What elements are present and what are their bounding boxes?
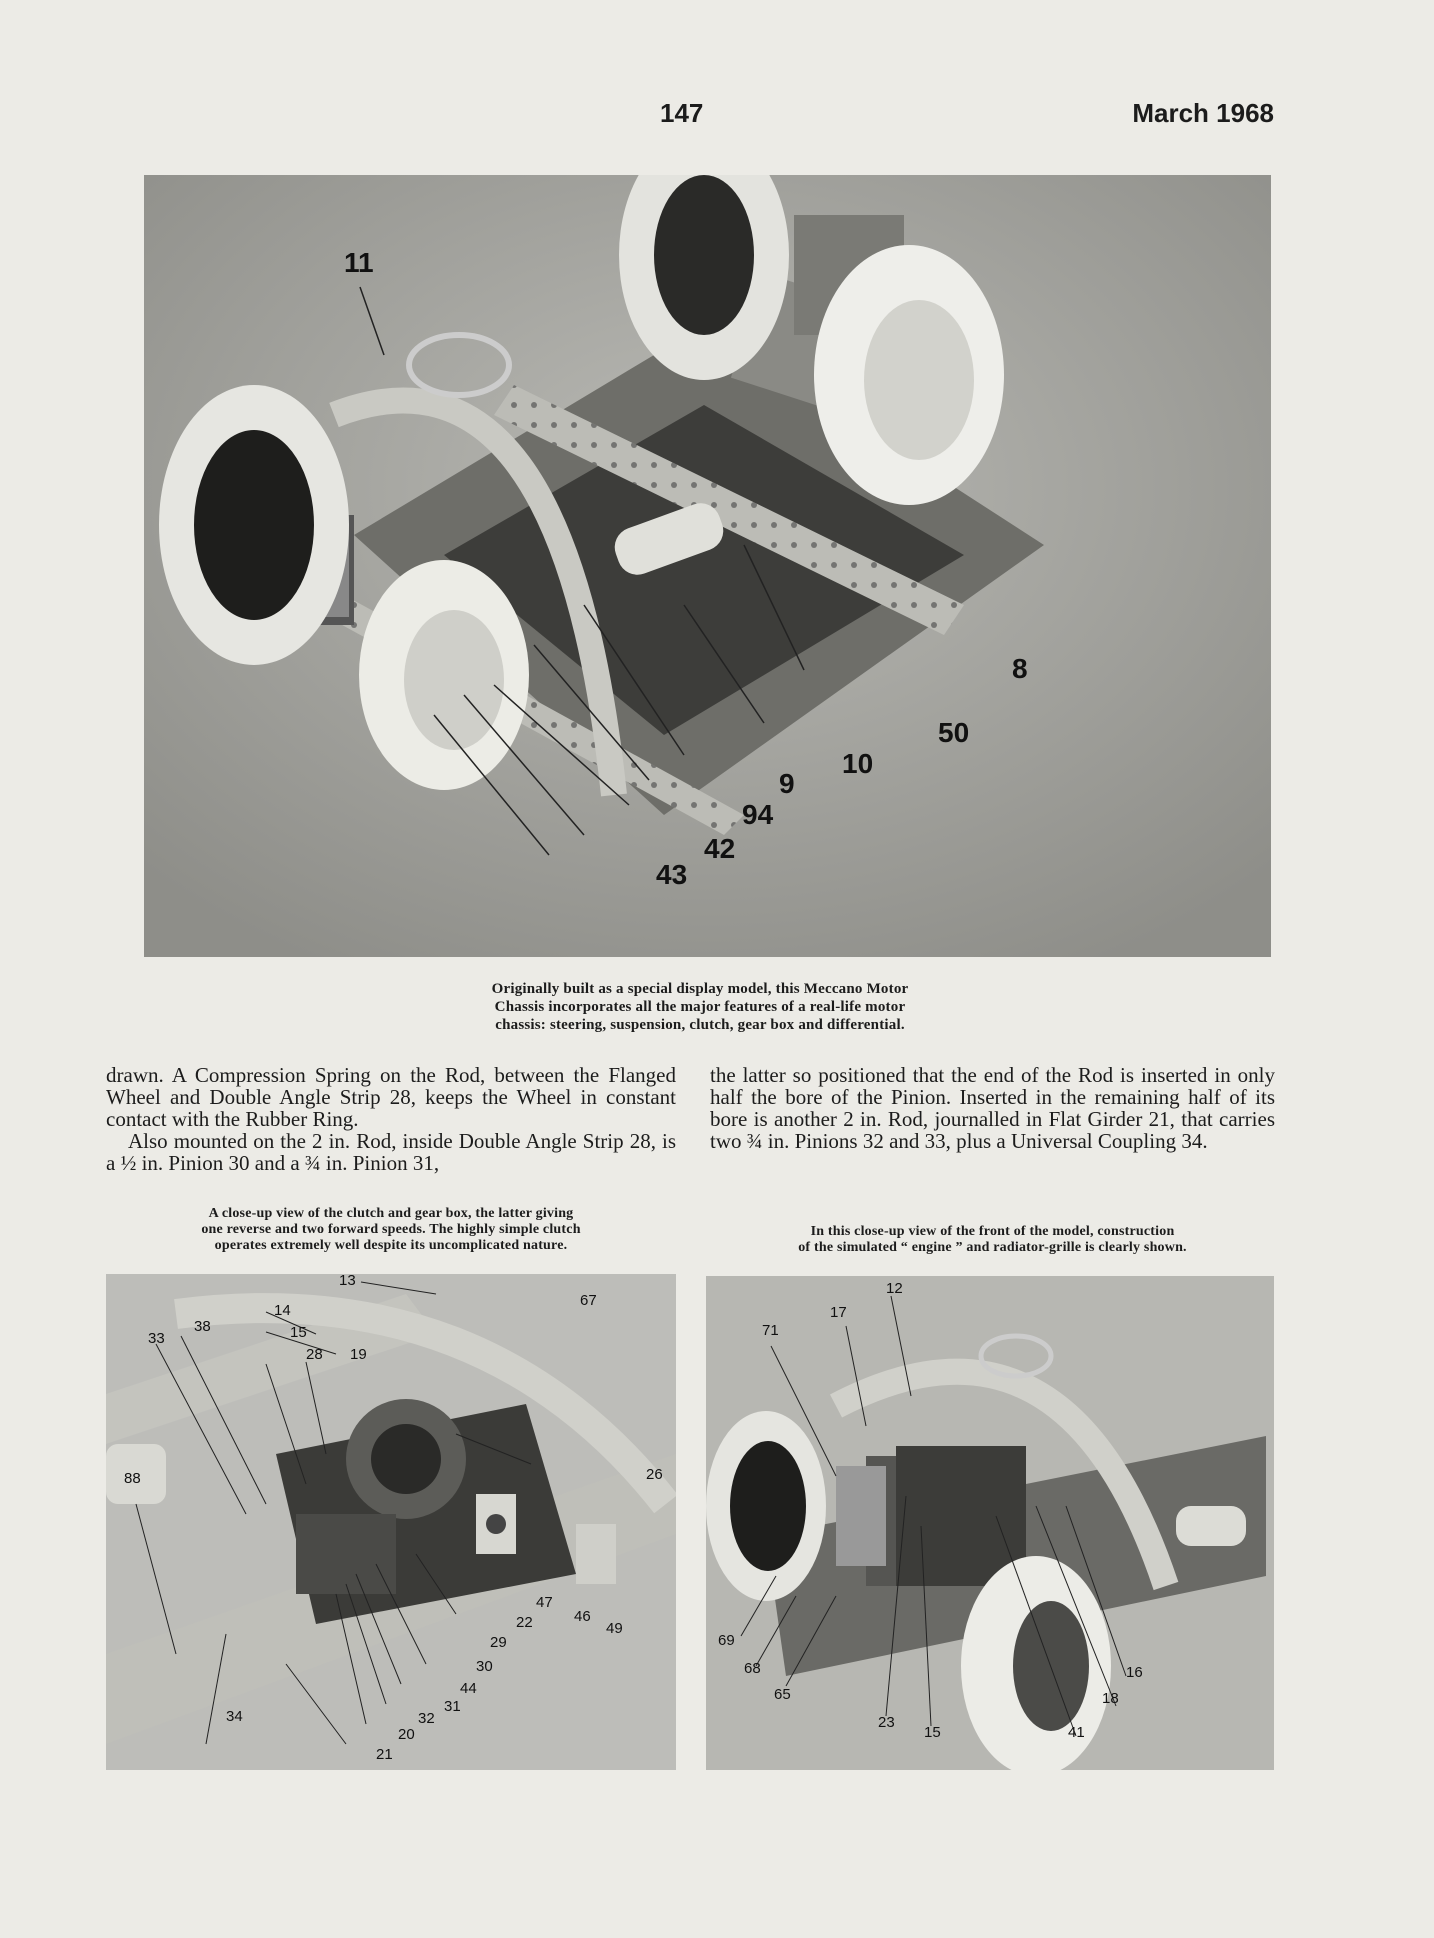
callout-34: 34 bbox=[226, 1708, 243, 1725]
callout-22: 22 bbox=[516, 1614, 533, 1631]
callout-30: 30 bbox=[476, 1658, 493, 1675]
caption-line: Chassis incorporates all the major features of a real-life motor bbox=[494, 999, 906, 1015]
callout-15: 15 bbox=[924, 1724, 941, 1741]
callout-32: 32 bbox=[418, 1710, 435, 1727]
callout-71: 71 bbox=[762, 1322, 779, 1339]
callout-33: 33 bbox=[148, 1330, 165, 1347]
paragraph: Also mounted on the 2 in. Rod, inside Double Angle Strip 28, is a ½ in. Pinion 30 and a ¾ in. Pinion 31, bbox=[106, 1129, 676, 1175]
callout-44: 44 bbox=[460, 1680, 477, 1697]
top-photo bbox=[144, 175, 1271, 957]
callout-10: 10 bbox=[842, 748, 874, 779]
callout-50: 50 bbox=[938, 717, 970, 748]
callout-46: 46 bbox=[574, 1608, 591, 1625]
front-photo-caption bbox=[705, 1224, 1280, 1256]
callout-43: 43 bbox=[656, 859, 688, 890]
callout-20: 20 bbox=[398, 1726, 415, 1743]
callout-26: 26 bbox=[646, 1466, 663, 1483]
front-photo-illustration bbox=[706, 1276, 1274, 1770]
callout-17: 17 bbox=[830, 1304, 847, 1321]
caption-line: of the simulated “ engine ” and radiator-grille is clearly shown. bbox=[798, 1240, 1187, 1255]
callout-47: 47 bbox=[536, 1594, 553, 1611]
caption-line: Originally built as a special display model, this Meccano Motor bbox=[491, 981, 909, 997]
callout-15: 15 bbox=[290, 1324, 307, 1341]
callout-38: 38 bbox=[194, 1318, 211, 1335]
callout-68: 68 bbox=[744, 1660, 761, 1677]
callout-65: 65 bbox=[774, 1686, 791, 1703]
top-photo-caption bbox=[400, 980, 1000, 1034]
callout-13: 13 bbox=[339, 1274, 356, 1289]
callout-11: 11 bbox=[344, 247, 374, 278]
caption-line: In this close-up view of the front of the model, construction bbox=[810, 1224, 1175, 1239]
right-column-text bbox=[710, 1064, 1275, 1152]
callout-94: 94 bbox=[742, 799, 774, 830]
caption-line: A close-up view of the clutch and gear box, the latter giving bbox=[208, 1206, 574, 1221]
callout-23: 23 bbox=[878, 1714, 895, 1731]
caption-line: chassis: steering, suspension, clutch, gear box and differential. bbox=[495, 1017, 905, 1033]
gearbox-photo-caption bbox=[106, 1206, 676, 1254]
callout-12: 12 bbox=[886, 1280, 903, 1297]
callout-28: 28 bbox=[306, 1346, 323, 1363]
paragraph: the latter so positioned that the end of the Rod is inserted in only half the bore of the Pinion. Inserted in the remaining half of its bore is another 2 in. Rod, journalled in Flat Girder 21, that carries two ¾ in. Pinions 32 and 33, plus a Universal Coupling 34. bbox=[710, 1063, 1275, 1153]
callout-14: 14 bbox=[274, 1302, 291, 1319]
front-photo bbox=[706, 1276, 1274, 1770]
left-column-text bbox=[106, 1064, 676, 1174]
page-number: 147 bbox=[660, 98, 704, 128]
caption-line: one reverse and two forward speeds. The highly simple clutch bbox=[201, 1222, 581, 1237]
callout-19: 19 bbox=[350, 1346, 367, 1363]
callout-31: 31 bbox=[444, 1698, 461, 1715]
callout-67: 67 bbox=[580, 1292, 597, 1309]
callout-29: 29 bbox=[490, 1634, 507, 1651]
callout-16: 16 bbox=[1126, 1664, 1143, 1681]
gearbox-photo-illustration bbox=[106, 1274, 676, 1770]
callout-49: 49 bbox=[606, 1620, 623, 1637]
callout-21: 21 bbox=[376, 1746, 393, 1763]
callout-8: 8 bbox=[1012, 653, 1028, 684]
caption-line: operates extremely well despite its uncomplicated nature. bbox=[214, 1238, 568, 1253]
callout-9: 9 bbox=[779, 768, 795, 799]
callout-88: 88 bbox=[124, 1470, 141, 1487]
callout-18: 18 bbox=[1102, 1690, 1119, 1707]
callout-41: 41 bbox=[1068, 1724, 1085, 1741]
callout-69: 69 bbox=[718, 1632, 735, 1649]
gearbox-photo bbox=[106, 1274, 676, 1770]
issue-date: March 1968 bbox=[1132, 98, 1274, 128]
callout-42: 42 bbox=[704, 833, 736, 864]
paragraph: drawn. A Compression Spring on the Rod, between the Flanged Wheel and Double Angle Strip 28, keeps the Wheel in constant contact with the Rubber Ring. bbox=[106, 1063, 676, 1131]
